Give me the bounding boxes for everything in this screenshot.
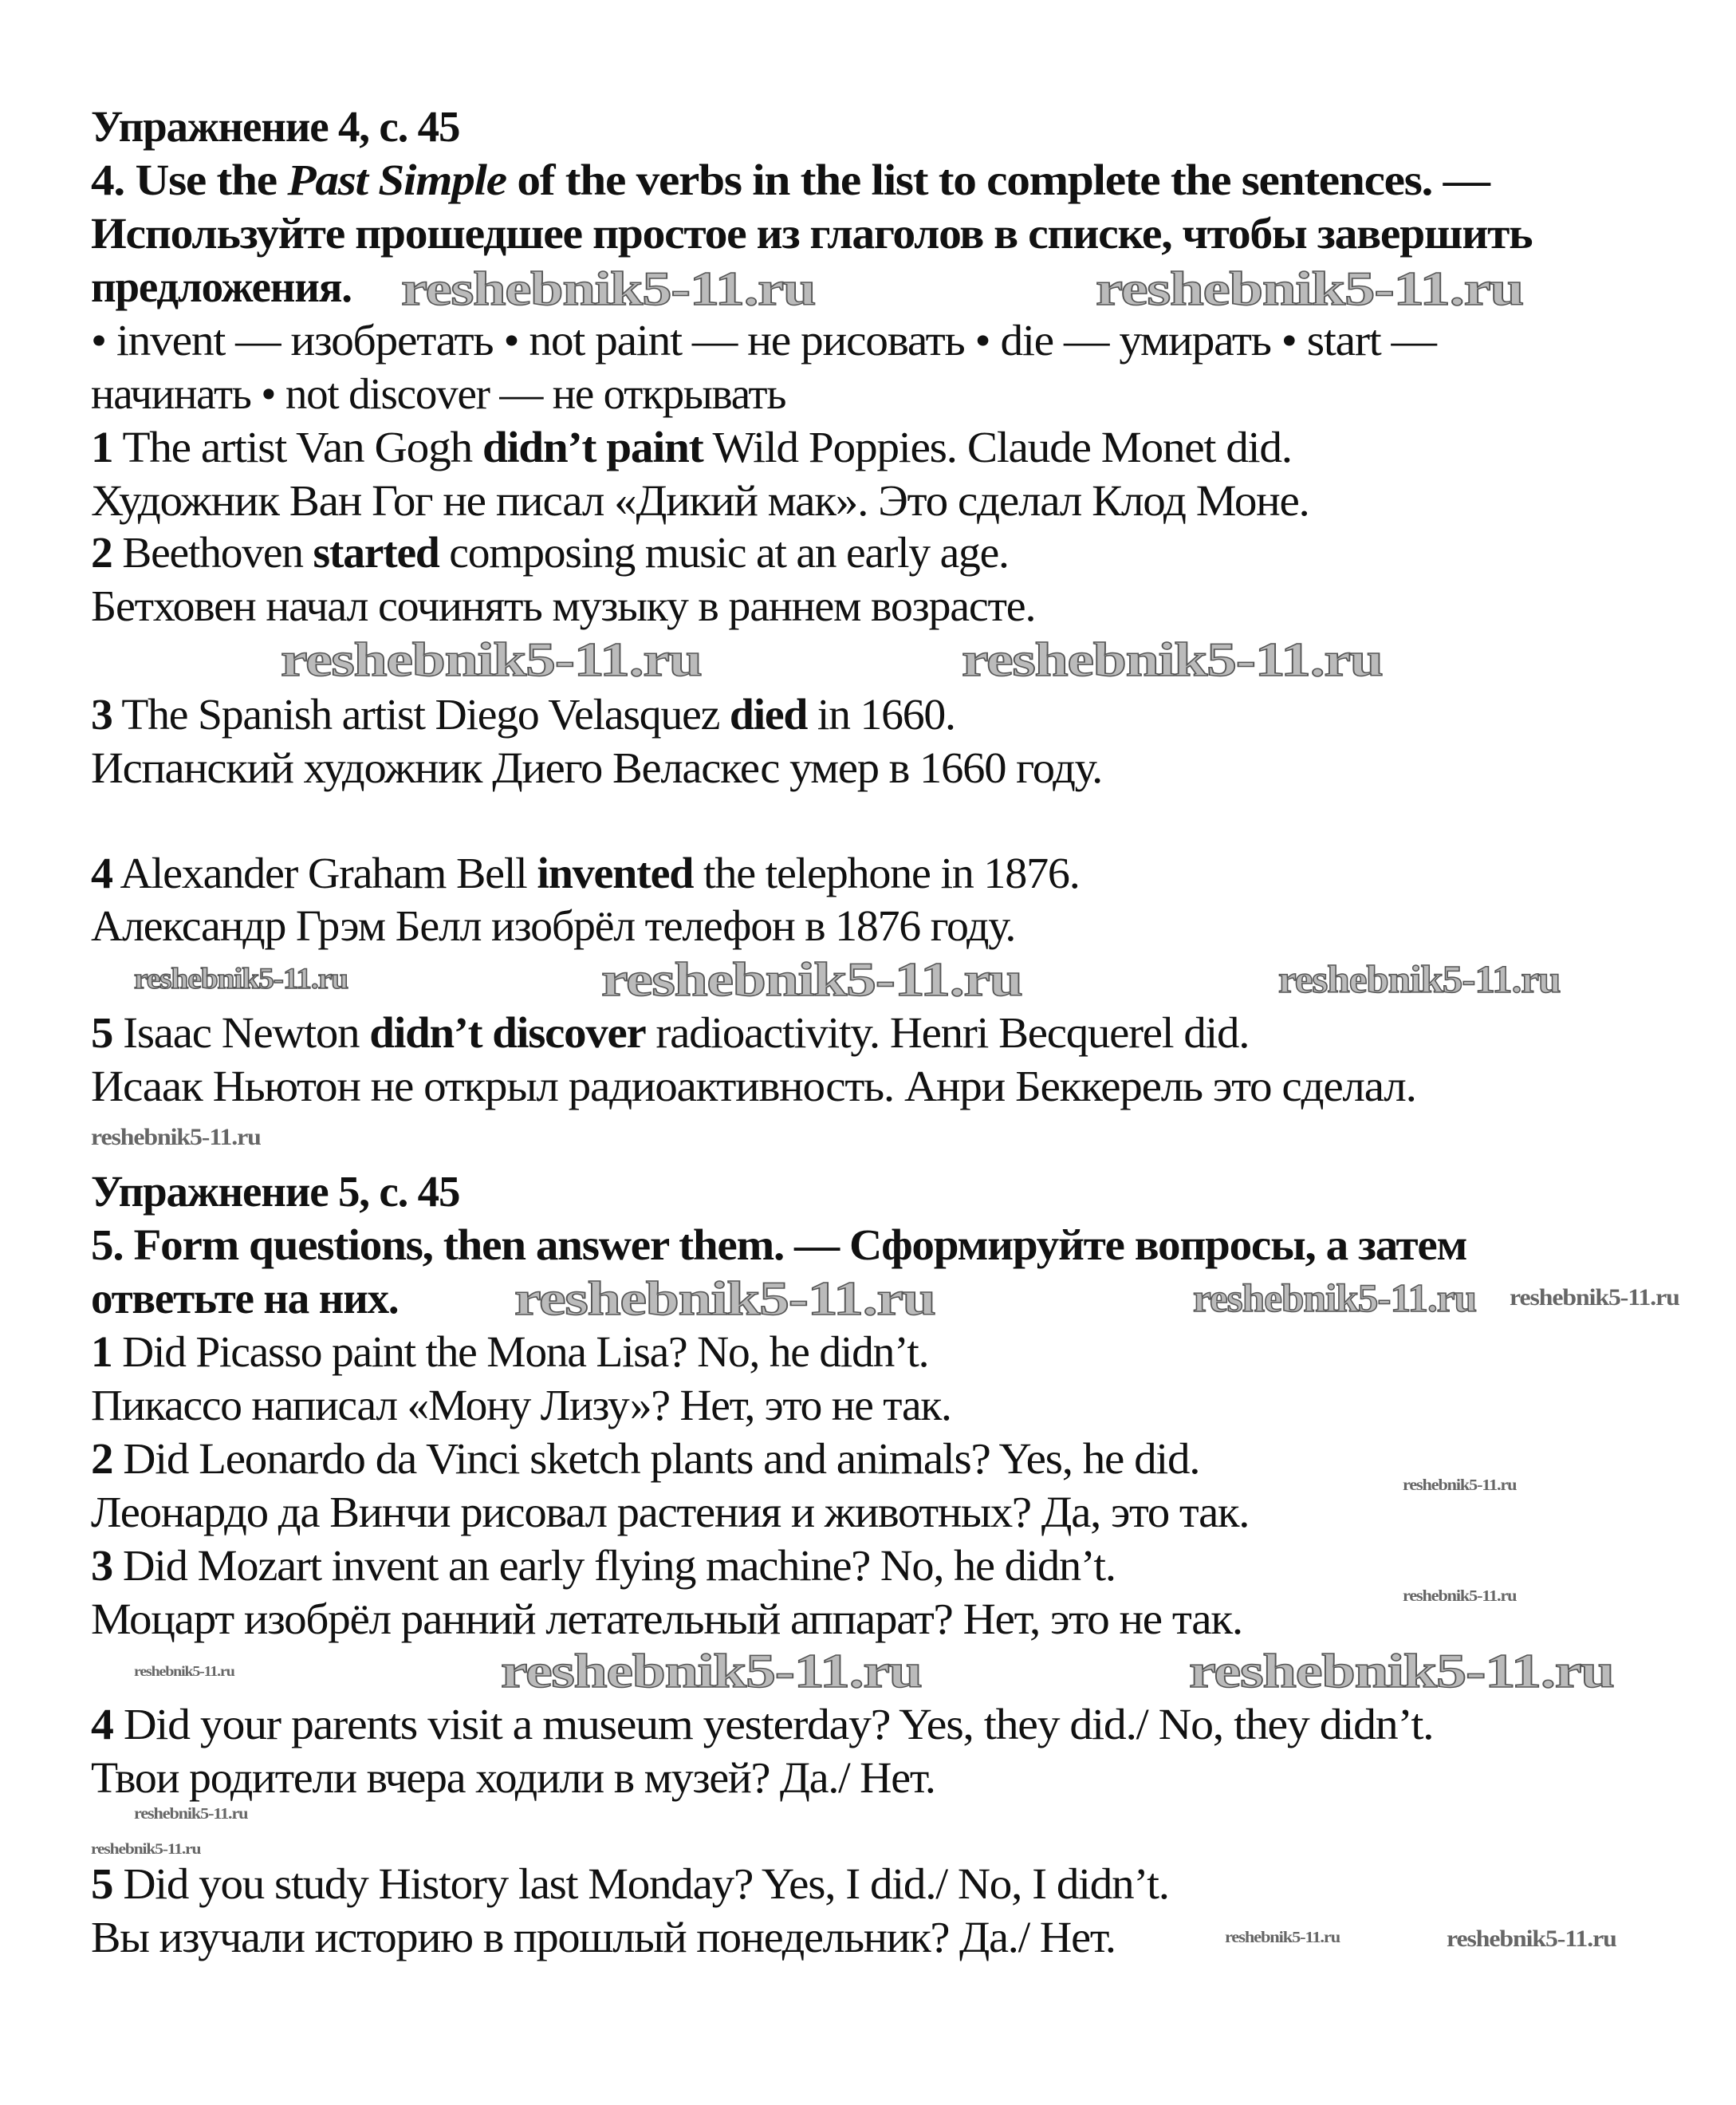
text-line <box>91 582 1035 630</box>
text-segment: died <box>729 690 808 739</box>
watermark: reshebnik5-11.ru <box>600 952 1022 1006</box>
watermark: reshebnik5-11.ru <box>1447 1926 1616 1953</box>
text-segment: 2 <box>91 1434 113 1484</box>
text-segment: Упражнение 4, с. 45 <box>91 102 460 152</box>
text-segment: 1 <box>91 423 113 472</box>
text-segment: 2 <box>91 528 112 577</box>
text-segment: Did your parents visit a museum yesterday? Yes, they did./ No, they didn’t. <box>112 1700 1434 1749</box>
text-line <box>91 849 1080 897</box>
text-segment: • invent — изобретать • not paint — не рисовать • die — умирать • start — <box>91 316 1436 365</box>
text-line <box>91 1860 1169 1908</box>
watermark: reshebnik5-11.ru <box>133 963 348 996</box>
text-segment: 3 <box>91 690 112 739</box>
text-segment: Используйте прошедшее простое из глаголов в списке, чтобы завершить <box>91 209 1533 258</box>
text-line <box>91 370 785 418</box>
heading-line <box>91 103 459 151</box>
text-segment: didn’t discover <box>369 1007 646 1057</box>
text-segment: radioactivity. Henri Becquerel did. <box>645 1007 1250 1057</box>
text-segment: Леонардо да Винчи рисовал растения и животных? Да, это так. <box>91 1488 1250 1537</box>
text-segment: 4 <box>91 1700 113 1749</box>
text-line <box>91 1382 951 1429</box>
text-segment: invented <box>537 849 694 898</box>
text-segment: Did Mozart invent an early flying machine? No, he didn’t. <box>112 1541 1116 1591</box>
watermark: reshebnik5-11.ru <box>1277 957 1561 1002</box>
text-segment: Исаак Ньютон не открыл радиоактивность. Анри Беккерель это сделал. <box>91 1061 1416 1110</box>
text-segment: 3 <box>91 1541 112 1591</box>
text-segment: предложения. <box>91 262 352 312</box>
watermark: reshebnik5-11.ru <box>1188 1645 1614 1698</box>
text-line <box>91 1701 1433 1748</box>
text-segment: Испанский художник Диего Веласкес умер в 1660 году. <box>91 743 1102 793</box>
heading-line <box>91 1275 398 1323</box>
text-segment: 5. Form questions, then answer them. — Сформируйте вопросы, а затем <box>91 1220 1467 1270</box>
text-segment: 5 <box>91 1007 113 1057</box>
watermark: reshebnik5-11.ru <box>90 1840 201 1858</box>
watermark: reshebnik5-11.ru <box>1095 262 1523 315</box>
text-segment: Моцарт изобрёл ранний летательный аппарат? Нет, это не так. <box>91 1595 1242 1644</box>
text-segment: the telephone in 1876. <box>693 849 1080 898</box>
text-line <box>91 1009 1249 1057</box>
text-segment: Вы изучали историю в прошлый понедельник? Да./ Нет. <box>91 1912 1116 1961</box>
text-line <box>91 1754 935 1802</box>
watermark: reshebnik5-11.ru <box>1509 1285 1679 1311</box>
text-line <box>91 902 1015 950</box>
text-line <box>91 744 1102 792</box>
text-segment: in 1660. <box>807 690 955 739</box>
text-line <box>91 424 1292 471</box>
text-segment: started <box>313 528 439 577</box>
text-segment: Isaac Newton <box>112 1007 370 1057</box>
text-line <box>91 691 955 739</box>
text-segment: Did Picasso paint the Mona Lisa? No, he didn’t. <box>112 1327 929 1377</box>
heading-line <box>91 263 352 311</box>
text-line <box>91 1914 1116 1961</box>
text-segment: начинать • not discover — не открывать <box>91 369 786 419</box>
text-segment: 1 <box>91 1327 112 1377</box>
text-segment: The artist Van Gogh <box>112 423 482 472</box>
watermark: reshebnik5-11.ru <box>133 1662 234 1679</box>
watermark: reshebnik5-11.ru <box>1192 1276 1476 1321</box>
watermark: reshebnik5-11.ru <box>400 262 815 315</box>
watermark: reshebnik5-11.ru <box>90 1125 261 1151</box>
text-segment: of the verbs in the list to complete the sentences. — <box>506 156 1490 205</box>
text-segment: Did Leonardo da Vinci sketch plants and animals? Yes, he did. <box>112 1434 1200 1484</box>
watermark: reshebnik5-11.ru <box>1224 1928 1340 1946</box>
text-line <box>91 1595 1242 1643</box>
watermark: reshebnik5-11.ru <box>133 1804 247 1823</box>
text-segment: Александр Грэм Белл изобрёл телефон в 1876 году. <box>91 901 1016 950</box>
text-line <box>91 1542 1116 1590</box>
watermark: reshebnik5-11.ru <box>1402 1587 1517 1605</box>
heading-line <box>91 156 1490 204</box>
text-segment: Did you study History last Monday? Yes, I did./ No, I didn’t. <box>112 1859 1169 1908</box>
text-segment: Бетховен начал сочинять музыку в раннем возрасте. <box>91 581 1036 631</box>
text-segment: Художник Ван Гог не писал «Дикий мак». Это сделал Клод Моне. <box>91 476 1309 526</box>
text-segment: The Spanish artist Diego Velasquez <box>112 690 730 739</box>
text-line <box>91 529 1009 577</box>
watermark: reshebnik5-11.ru <box>501 1645 922 1698</box>
text-line <box>91 1435 1199 1483</box>
text-line <box>91 477 1309 525</box>
text-segment: ответьте на них. <box>91 1274 399 1323</box>
watermark: reshebnik5-11.ru <box>514 1272 935 1326</box>
text-line <box>91 1062 1416 1110</box>
text-segment: 5 <box>91 1859 113 1908</box>
text-line <box>91 1328 928 1376</box>
text-segment: Пикассо написал «Мону Лизу»? Нет, это не так. <box>91 1381 951 1430</box>
text-segment: Wild Poppies. Claude Monet did. <box>703 423 1292 472</box>
heading-line <box>91 210 1532 258</box>
text-segment: composing music at an early age. <box>439 528 1009 577</box>
watermark: reshebnik5-11.ru <box>962 633 1383 687</box>
text-segment: Упражнение 5, с. 45 <box>91 1167 460 1216</box>
text-line <box>91 1488 1249 1536</box>
text-segment: 4 <box>91 849 112 898</box>
heading-line <box>91 1168 459 1216</box>
text-segment: 4. Use the <box>91 156 288 205</box>
watermark: reshebnik5-11.ru <box>1402 1476 1517 1494</box>
text-segment: Alexander Graham Bell <box>112 849 537 898</box>
text-segment: didn’t paint <box>482 423 703 472</box>
text-line <box>91 317 1436 365</box>
watermark: reshebnik5-11.ru <box>280 633 702 687</box>
text-segment: Past Simple <box>287 156 506 205</box>
heading-line <box>91 1221 1466 1269</box>
text-segment: Твои родители вчера ходили в музей? Да./ Нет. <box>91 1753 935 1803</box>
text-segment: Beethoven <box>112 528 313 577</box>
